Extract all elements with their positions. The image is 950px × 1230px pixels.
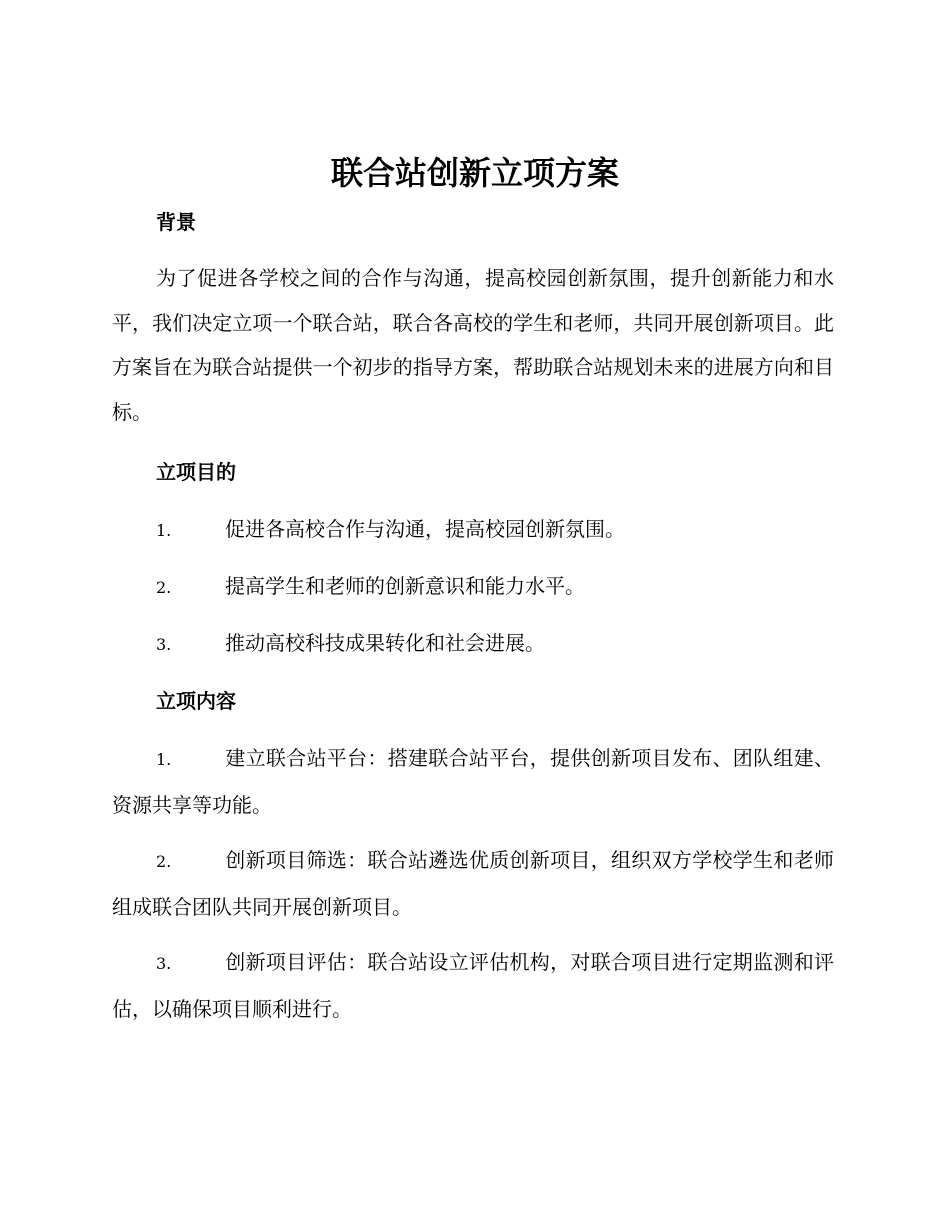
section-heading-background: 背景 <box>156 210 196 234</box>
list-number: 1. <box>156 521 172 540</box>
section-heading-content: 立项内容 <box>156 689 236 713</box>
list-item-text: 建立联合站平台：搭建联合站平台，提供创新项目发布、团队组建、资源共享等功能。 <box>112 746 834 817</box>
list-item-text: 创新项目评估：联合站设立评估机构，对联合项目进行定期监测和评估，以确保项目顺利进行。 <box>112 950 834 1021</box>
purpose-item-2 <box>112 564 834 611</box>
list-item-text: 促进各高校合作与沟通，提高校园创新氛围。 <box>225 517 625 541</box>
purpose-item-3 <box>112 621 834 668</box>
list-item-text: 推动高校科技成果转化和社会进展。 <box>225 631 545 655</box>
section-heading-purpose: 立项目的 <box>156 460 236 484</box>
content-item-1 <box>112 736 834 827</box>
list-number: 3. <box>156 954 172 973</box>
list-number: 2. <box>156 852 172 871</box>
list-item-text: 提高学生和老师的创新意识和能力水平。 <box>225 574 585 598</box>
purpose-item-1 <box>112 507 834 554</box>
content-item-3 <box>112 940 834 1031</box>
list-number: 2. <box>156 578 172 597</box>
background-paragraph: 为了促进各学校之间的合作与沟通，提高校园创新氛围，提升创新能力和水平，我们决定立项一个联合站，联合各高校的学生和老师，共同开展创新项目。此方案旨在为联合站提供一个初步的指导方案，帮助联合站规划未来的进展方向和目标。 <box>112 266 834 424</box>
document-title: 联合站创新立项方案 <box>330 154 619 192</box>
content-item-2 <box>112 838 834 929</box>
list-number: 1. <box>156 750 172 769</box>
list-number: 3. <box>156 635 172 654</box>
list-item-text: 创新项目筛选：联合站遴选优质创新项目，组织双方学校学生和老师组成联合团队共同开展创新项目。 <box>112 848 834 919</box>
